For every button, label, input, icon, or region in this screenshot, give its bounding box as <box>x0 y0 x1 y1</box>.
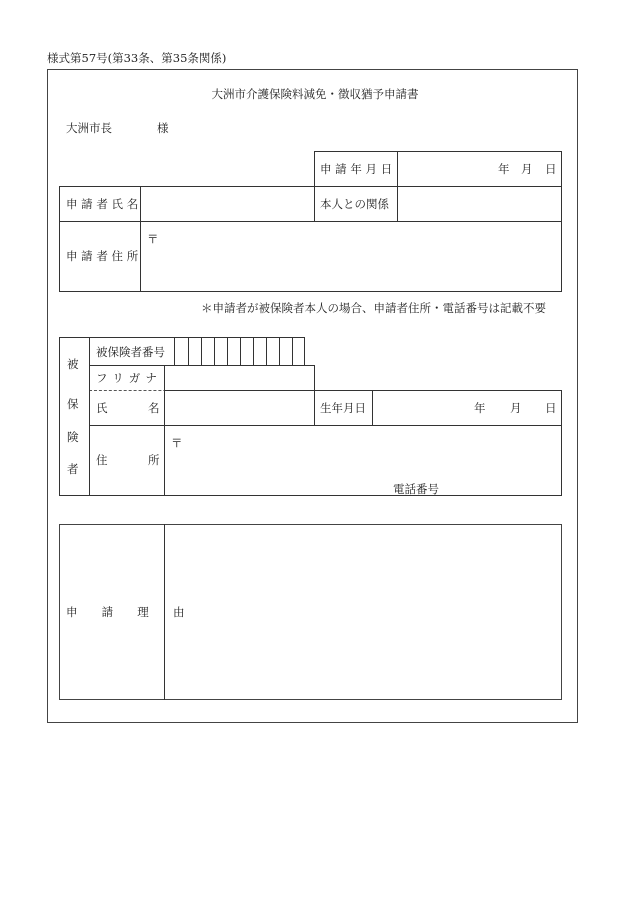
application-year-label: 年 <box>498 162 510 176</box>
reason-label: 申 請 理 由 <box>66 605 191 619</box>
birth-year-label: 年 <box>474 401 486 415</box>
relation-label: 本人との関係 <box>320 197 389 211</box>
reason-field[interactable] <box>165 525 561 699</box>
applicant-address-field[interactable] <box>141 222 561 291</box>
application-month-label: 月 <box>521 162 533 176</box>
insured-number-label: 被保険者番号 <box>96 345 165 359</box>
applicant-name-label: 申請者氏名 <box>66 197 142 211</box>
insured-address-label-2: 所 <box>148 453 160 467</box>
birth-date-label: 生年月日 <box>320 401 366 415</box>
form-reference: 様式第57号(第33条、第35条関係) <box>47 51 227 65</box>
birth-month-label: 月 <box>510 401 522 415</box>
postal-mark-icon: 〒 <box>171 436 183 450</box>
insured-side-label-3: 険 <box>67 430 79 444</box>
insured-name-label-2: 名 <box>148 401 160 415</box>
applicant-name-field[interactable] <box>141 187 314 221</box>
applicant-note: ＊申請者が被保険者本人の場合、申請者住所・電話番号は記載不要 <box>201 301 546 315</box>
furigana-label: フリガナ <box>96 371 163 385</box>
application-day-label: 日 <box>545 162 557 176</box>
form-title: 大洲市介護保険料減免・徴収猶予申請書 <box>211 87 419 101</box>
phone-number-label: 電話番号 <box>393 482 439 496</box>
relation-field[interactable] <box>398 187 561 221</box>
insured-address-field[interactable] <box>165 426 561 495</box>
insured-number-field[interactable] <box>175 338 304 365</box>
insured-name-field[interactable] <box>165 391 314 425</box>
furigana-field[interactable] <box>165 366 314 390</box>
birth-day-label: 日 <box>545 401 557 415</box>
insured-side-label-2: 保 <box>67 397 79 411</box>
insured-name-label-1: 氏 <box>96 401 108 415</box>
insured-side-label-1: 被 <box>67 357 79 371</box>
applicant-address-label: 申請者住所 <box>66 249 142 263</box>
insured-address-label-1: 住 <box>96 453 108 467</box>
application-date-label: 申請年月日 <box>320 162 396 176</box>
addressee-name: 大洲市長 <box>66 121 112 135</box>
addressee-honorific: 様 <box>157 121 169 135</box>
postal-mark-icon: 〒 <box>147 232 159 246</box>
insured-side-label-4: 者 <box>67 462 79 476</box>
